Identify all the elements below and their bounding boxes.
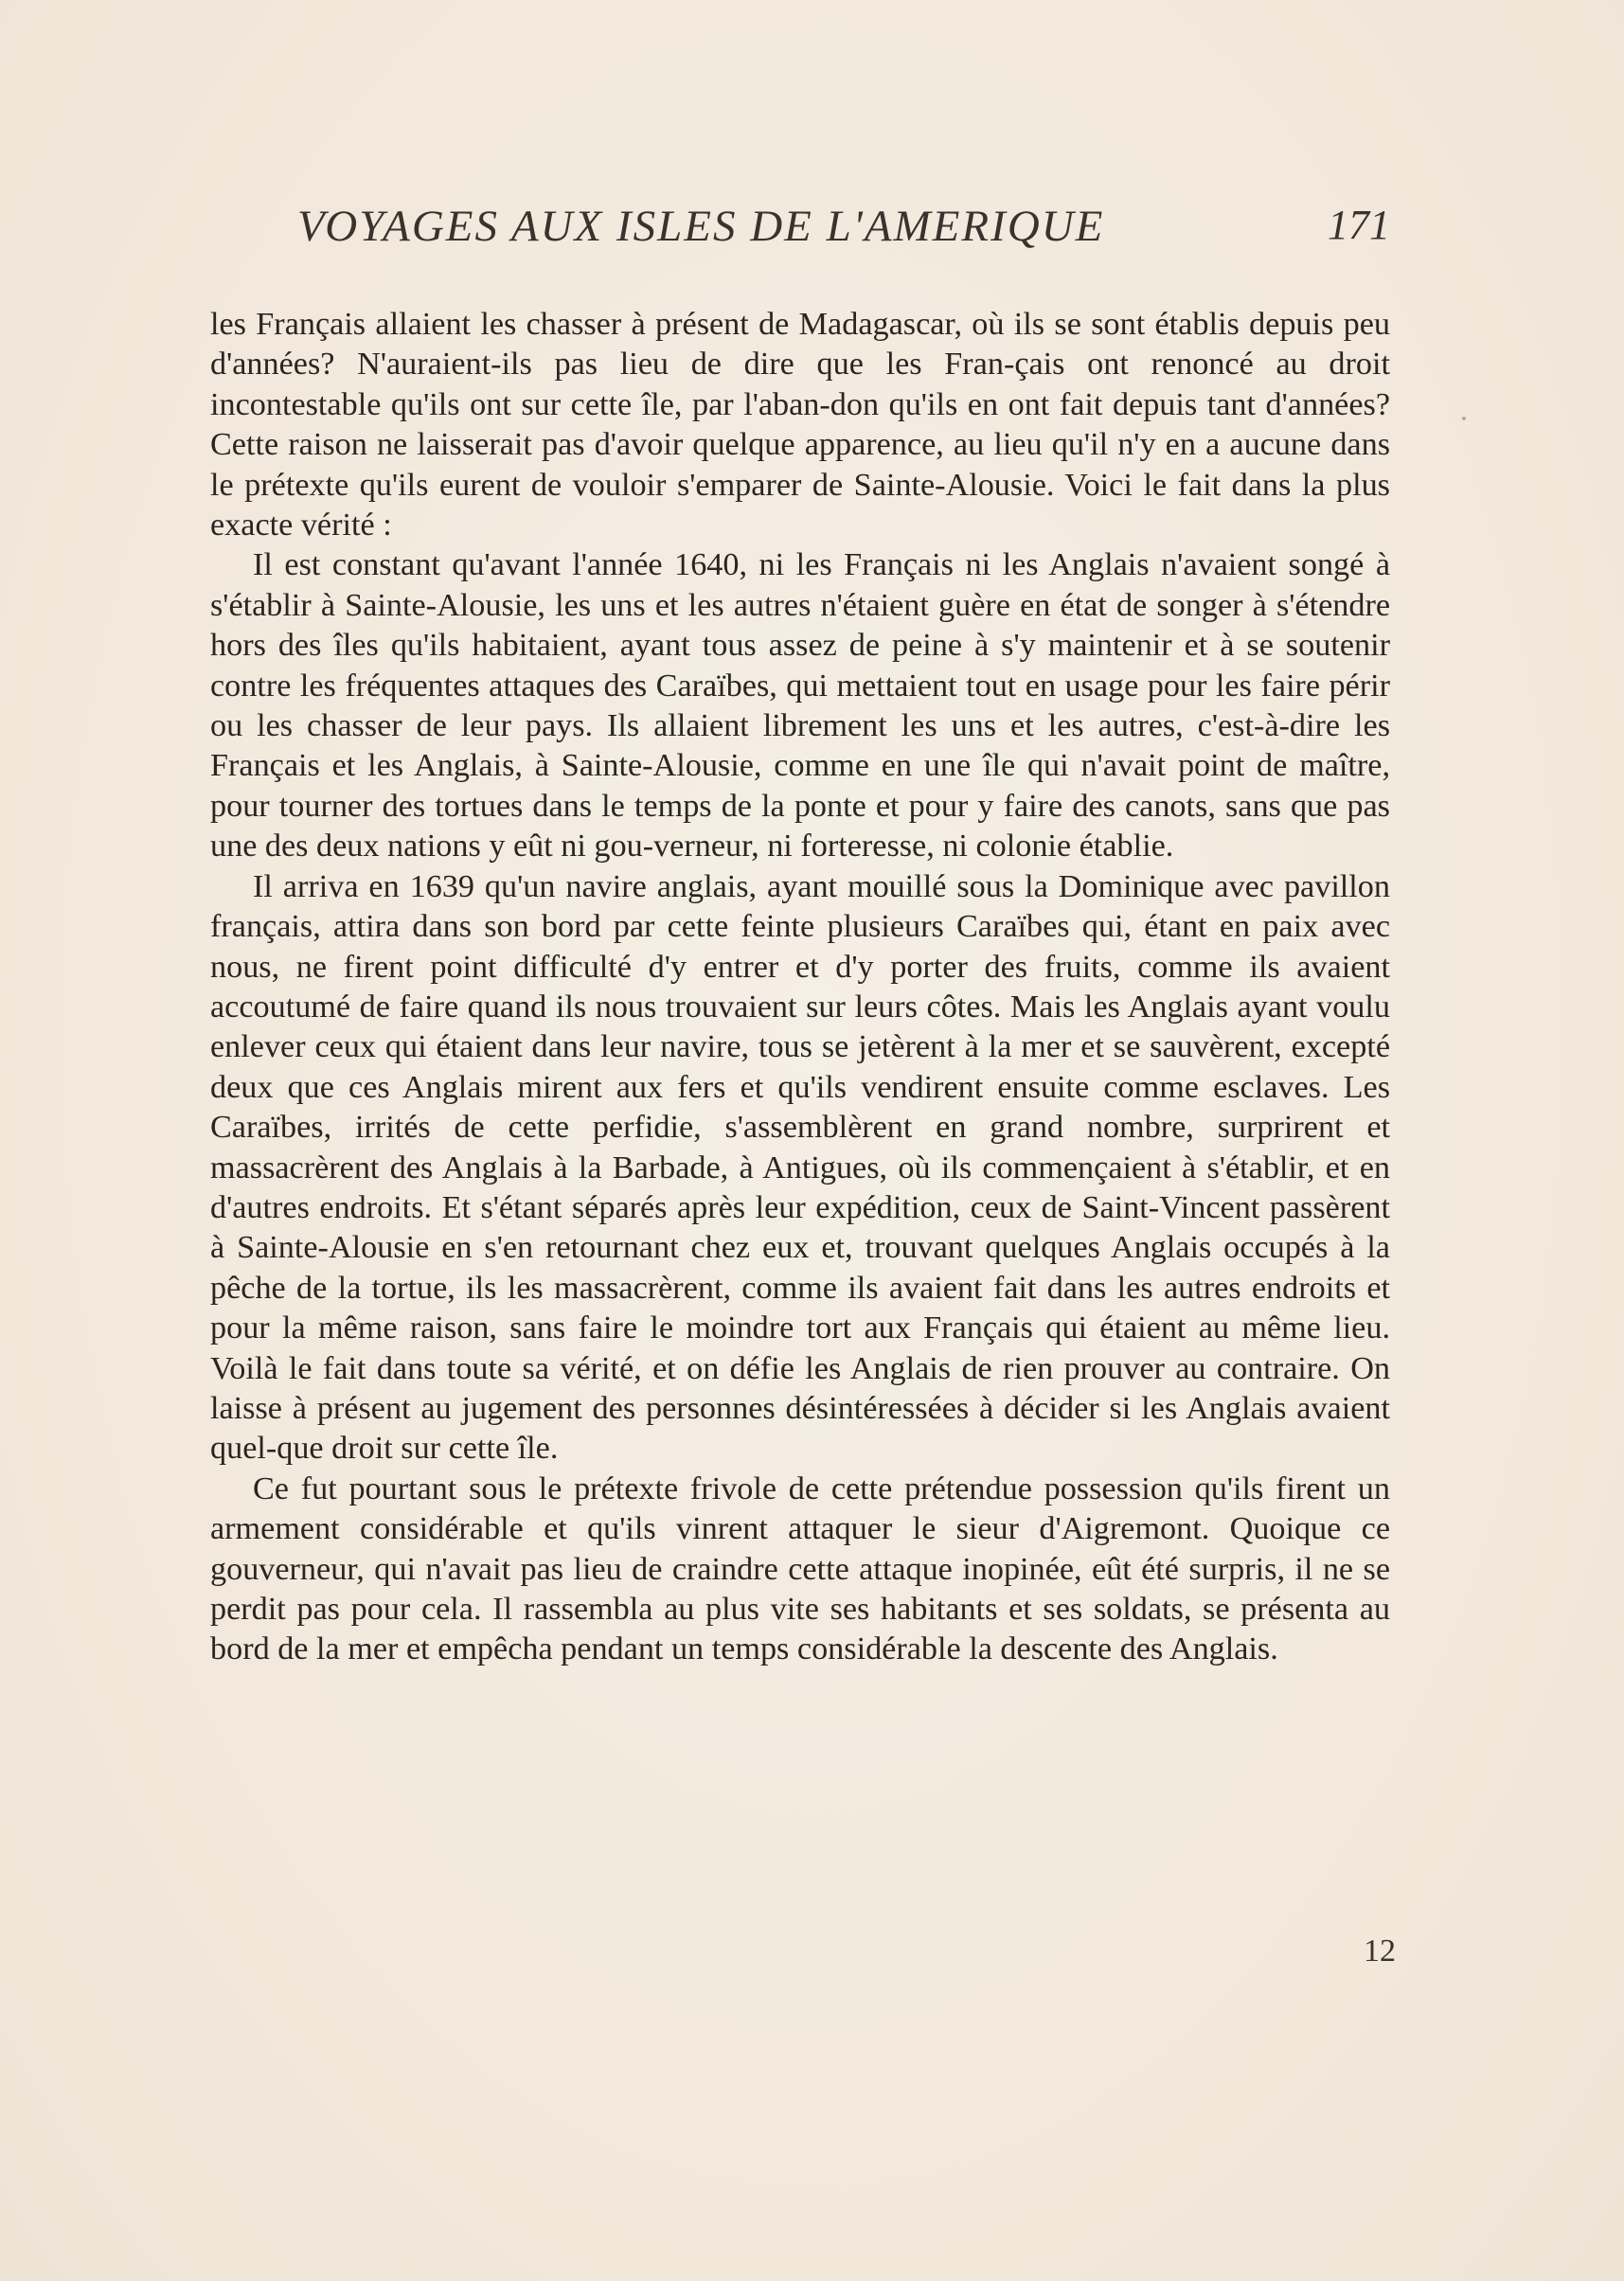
page-number: 171 xyxy=(1328,202,1390,248)
running-head xyxy=(210,201,1390,267)
paragraph-1: les Français allaient les chasser à présent de Madagascar, où ils se sont établis depuis peu d'années? N'auraient-ils pas lieu de dire que les Fran-çais ont renoncé au droit incontestable qu'ils ont sur cette île, par l'aban-don qu'ils en ont fait depuis tant d'années? Cette raison ne laisserait pas d'avoir quelque apparence, au lieu qu'il n'y en a aucune dans le prétexte qu'ils eurent de vouloir s'emparer de Sainte-Alousie. Voici le fait dans la plus exacte vérité : xyxy=(210,307,1390,544)
body-text xyxy=(210,305,1390,1670)
paragraph-4: Ce fut pourtant sous le prétexte frivole de cette prétendue possession qu'ils firent un armement considérable et qu'ils vinrent attaquer le sieur d'Aigremont. Quoique ce gouverneur, qui n'avait pas lieu de craindre cette attaque inopinée, eût été surpris, il ne se perdit pas pour cela. Il rassembla au plus vite ses habitants et ses soldats, se présenta au bord de la mer et empêcha pendant un temps considérable la descente des Anglais. xyxy=(210,1470,1390,1667)
paragraph-2: Il est constant qu'avant l'année 1640, ni les Français ni les Anglais n'avaient songé à s'établir à Sainte-Alousie, les uns et les autres n'étaient guère en état de songer à s'étendre hors des îles qu'ils habitaient, ayant tous assez de peine à s'y maintenir et à se soutenir contre les fréquentes attaques des Caraïbes, qui mettaient tout en usage pour les faire périr ou les chasser de leur pays. Ils allaient librement les uns et les autres, c'est-à-dire les Français et les Anglais, à Sainte-Alousie, comme en une île qui n'avait point de maître, pour tourner des tortues dans le temps de la ponte et pour y faire des canots, sans que pas une des deux nations y eût ni gou-verneur, ni forteresse, ni colonie établie. xyxy=(210,547,1390,864)
paper-speck xyxy=(1462,417,1466,420)
signature-mark: 12 xyxy=(1364,1934,1396,1969)
paragraph-3: Il arriva en 1639 qu'un navire anglais, ayant mouillé sous la Dominique avec pavillon français, attira dans son bord par cette feinte plusieurs Caraïbes qui, étant en paix avec nous, ne firent point difficulté d'y entrer et d'y porter des fruits, comme ils avaient accoutumé de faire quand ils nous trouvaient sur leurs côtes. Mais les Anglais ayant voulu enlever ceux qui étaient dans leur navire, tous se jetèrent à la mer et se sauvèrent, excepté deux que ces Anglais mirent aux fers et qu'ils vendirent ensuite comme esclaves. Les Caraïbes, irrités de cette perfidie, s'assemblèrent en grand nombre, surprirent et massacrèrent des Anglais à la Barbade, à Antigues, où ils commençaient à s'établir, et en d'autres endroits. Et s'étant séparés après leur expédition, ceux de Saint-Vincent passèrent à Sainte-Alousie en s'en retournant chez eux et, trouvant quelques Anglais occupés à la pêche de la tortue, ils les massacrèrent, comme ils avaient fait dans les autres endroits et pour la même raison, sans faire le moindre tort aux Français qui étaient au même lieu. Voilà le fait dans toute sa vérité, et on défie les Anglais de rien prouver au contraire. On laisse à présent au jugement des personnes désintéressées à décider si les Anglais avaient quel-que droit sur cette île. xyxy=(210,868,1390,1467)
running-title: VOYAGES AUX ISLES DE L'AMERIQUE xyxy=(297,202,1105,251)
